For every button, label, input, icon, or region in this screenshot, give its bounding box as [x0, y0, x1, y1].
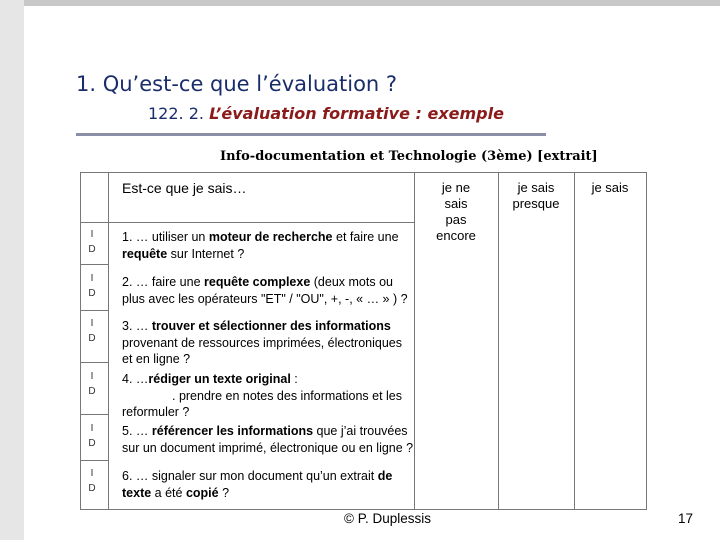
slide-subtitle	[148, 104, 504, 123]
table-row: 6. … signaler sur mon document qu’un extrait de texte a été copié ?	[122, 469, 393, 500]
table-row-divider	[80, 222, 414, 223]
column-header-line: encore	[436, 228, 476, 243]
table-column-divider	[574, 172, 575, 510]
column-header-line: je ne	[441, 180, 471, 195]
column-header-not-yet	[418, 180, 494, 244]
column-header-know	[576, 180, 644, 196]
row-id: I D	[88, 423, 96, 449]
slide-title: 1. Qu’est-ce que l’évaluation ?	[76, 72, 398, 96]
column-header-almost	[500, 180, 572, 212]
table-row: 3. … trouver et sélectionner des informations provenant de ressources imprimées, électroniques et en ligne ?	[122, 319, 402, 366]
subtitle-text: L’évaluation formative : exemple	[209, 104, 504, 123]
top-decorative-bar	[0, 0, 720, 6]
table-column-divider	[498, 172, 499, 510]
footer-author: © P. Duplessis	[344, 511, 431, 526]
left-decorative-bar	[0, 0, 24, 540]
title-divider	[76, 133, 546, 136]
row-id: I D	[88, 318, 96, 344]
column-header-line: je sais	[517, 180, 555, 195]
row-id: I D	[88, 229, 96, 255]
column-header-line: pas	[445, 212, 467, 227]
row-id: I D	[88, 273, 96, 299]
table-row-divider	[80, 310, 108, 311]
table-row-divider	[80, 414, 108, 415]
table-row: 5. … référencer les informations que j’ai trouvées sur un document imprimé, électronique ou en ligne ?	[122, 424, 414, 455]
page-number: 17	[678, 511, 694, 526]
row-id: I D	[88, 468, 96, 494]
table-row-divider	[80, 460, 108, 461]
table-row: 4. …rédiger un texte original : . prendre en notes des informations et les reformuler ?	[122, 372, 402, 419]
table-row: 1. … utiliser un moteur de recherche et faire une requête sur Internet ?	[122, 230, 399, 261]
table-row-divider	[80, 362, 108, 363]
table-header-label: Est-ce que je sais…	[122, 180, 247, 196]
column-header-line: sais	[444, 196, 468, 211]
subtitle-number: 122. 2.	[148, 104, 204, 123]
table-row-divider	[80, 264, 108, 265]
table-column-divider	[414, 172, 415, 510]
table-row: 2. … faire une requête complexe (deux mots ou plus avec les opérateurs "ET" / "OU", +, -, « … » ) ?	[122, 275, 408, 306]
table-caption: Info-documentation et Technologie (3ème) [extrait]	[220, 149, 598, 164]
column-header-line: presque	[512, 196, 560, 211]
row-id: I D	[88, 371, 96, 397]
column-header-line: je sais	[591, 180, 629, 195]
